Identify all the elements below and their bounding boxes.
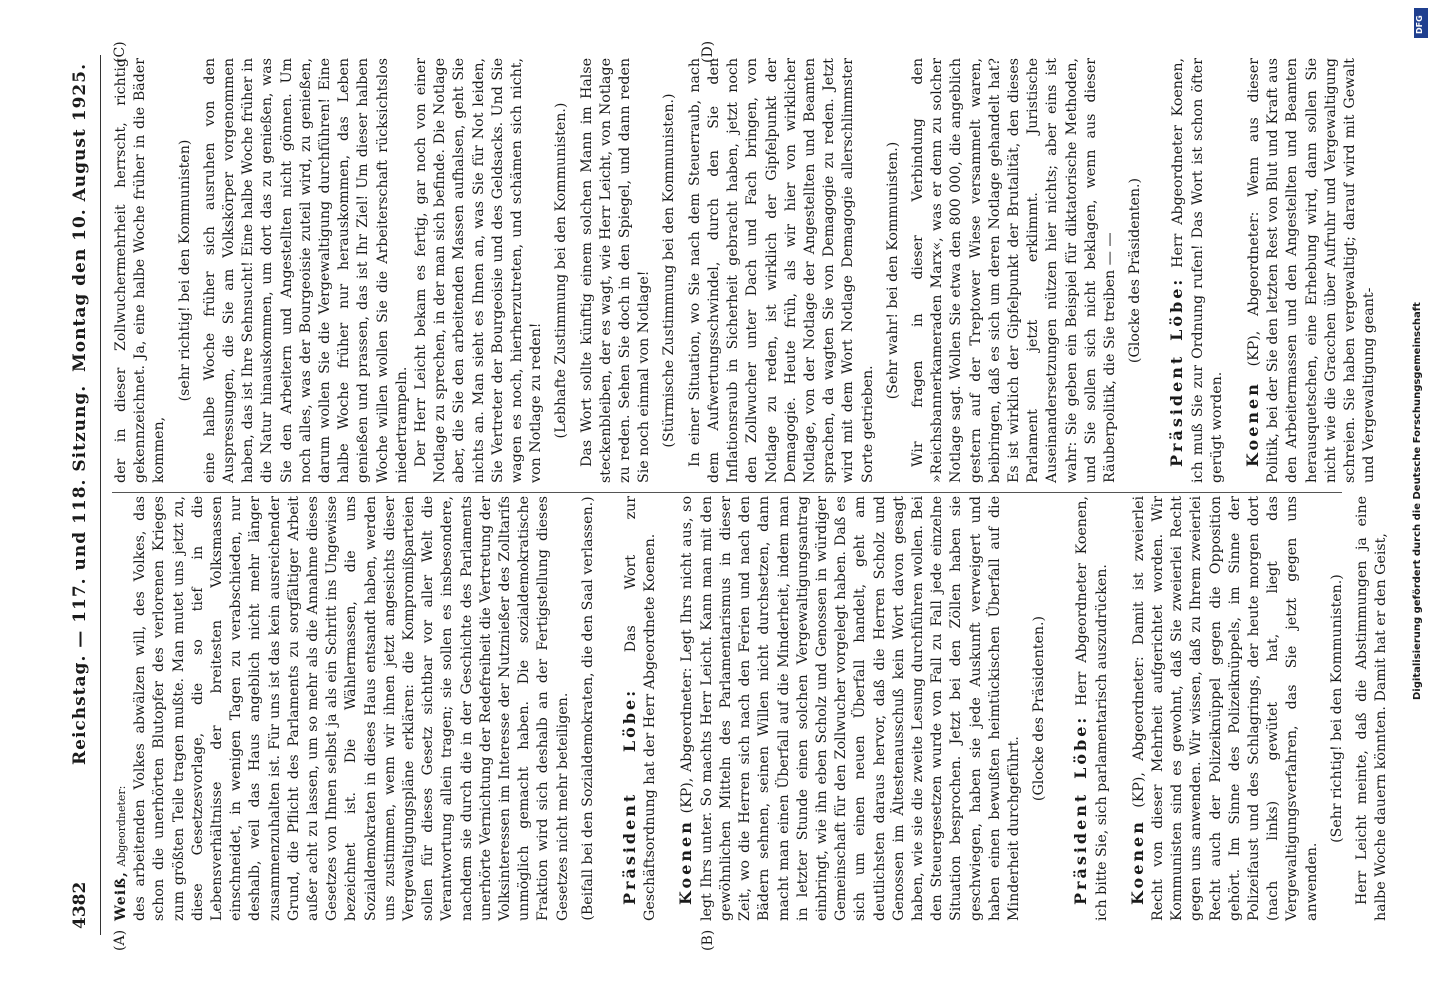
margin-letter-c: (C)	[112, 41, 128, 63]
paragraph-text: (KP), Abgeordneter: Legt Ihrs nicht aus, so legt Ihrs unter. So machts Herr Leicht. Kann man mit den gewöhnlichen Mitteln des Parlamentarismus in dieser Zeit, wo die Herren sich nach den Ferien und nach den Bädern sehnen, seinen Willen nicht durchsetzen, dann macht man einen Überfall auf die Minderheit, indem man in letzter Stunde einen solchen Vergewaltigungsantrag einbringt, wie ihn eben Scholz und Genossen in würdiger Gemeinschaft für den Zollwucher vorgelegt haben. Daß es sich um einen neuen Überfall handelt, geht am deutlichsten daraus hervor, daß die Herren Scholz und Genossen im Ältestenausschuß kein Wort davon gesagt haben, wie sie die zweite Lesung durchführen wollen. Bei den Steuergesetzen wurde von Fall zu Fall jede einzelne Situation besprochen. Jetzt bei den Zöllen haben sie geschwiegen, haben sie jede Auskunft verweigert und haben einen bewußten heimtückischen Überfall auf die Minderheit durchgeführt.	[679, 495, 1022, 921]
column-divider	[112, 492, 1342, 493]
remark: (Lebhafte Zustimmung bei den Kommunisten.)	[553, 102, 570, 439]
speaker-name: Präsident Löbe:	[1071, 714, 1091, 905]
paragraph-text: Herr Abgeordneter Koenen, ich bitte Sie, sich parlamentarisch auszudrücken.	[1074, 496, 1110, 921]
paragraph: Das Wort sollte künftig einem solchen Mann im Halse steckenbleiben, der es wagt, wie Herr Leicht, von Notlage zu reden. Sehen Sie doch in den Spiegel, und dann reden Sie noch einmal von Notlage!	[578, 58, 653, 483]
digitization-credit	[1410, 10, 1430, 990]
page-number: 4382	[70, 881, 90, 929]
speaker-role: Abgeordneter:	[115, 785, 128, 867]
speaker-name: Präsident Löbe:	[620, 687, 640, 905]
paragraph-text: Herr Abgeordneter Koenen, ich muß Sie zur Ordnung rufen! Das Wort ist schon öfter gerügt worden.	[1170, 58, 1225, 483]
remark: (Sehr wahr! bei den Kommunisten.)	[884, 141, 901, 400]
remark: (Glocke des Präsidenten.)	[1031, 615, 1048, 802]
paragraph: der in dieser Zollwuchermehrheit herrscht, richtig gekennzeichnet. Ja, eine halbe Woche früher in die Bäder kommen,	[113, 58, 168, 483]
paragraph	[1243, 58, 1379, 483]
paragraph	[620, 496, 660, 921]
paragraph: Wir fragen in dieser Verbindung den »Reichsbannerkameraden Marx«, was er denn zu solcher Notlage sagt. Wollen Sie etwa den 800 000, die angeblich gestern auf der Treptower Wiese versammelt waren, beibringen, daß es sich um deren Notlage gehandelt hat? Es ist wirklich der Gipfelpunkt der Brutalität, den dieses Parlament jetzt erklimmt. Juristische Auseinandersetzungen nützen hier nichts; aber eins ist wahr: Sie geben ein Beispiel für diktatorische Methoden, und Sie sollen sich nicht beklagen, wenn aus dieser Räuberpolitik, die Sie treiben — —	[909, 58, 1118, 483]
paragraph: In einer Situation, wo Sie nach dem Steuerraub, nach dem Aufwertungsschwindel, durch den Sie den Inflationsraub in Sicherheit gebracht haben, jetzt noch den Zollwucher unter Dach und Fach bringen, von Notlage zu reden, ist wirklich der Gipfelpunkt der Demagogie. Heute früh, als wir hier von wirklicher Notlage, von der Notlage der Angestellten und Beamten sprachen, da wagten Sie von Demagogie zu reden. Jetzt wird mit dem Wort Notlage Demagogie allerschlimmster Sorte getrieben.	[686, 58, 876, 483]
paragraph: Herr Leicht meinte, daß die Abstimmungen ja eine halbe Woche dauern könnten. Damit hat er den Geist,	[1353, 496, 1390, 921]
speaker-name: Koenen	[1242, 381, 1262, 467]
paragraph: eine halbe Woche früher sich ausruhen von den Auspressungen, die Sie am Volkskörper vorgenommen haben, das ist Ihre Sehnsucht! Eine halbe Woche früher in die Natur hinauskommen, um dort das zu genießen, was Sie den Arbeitern und Angestellten nicht gönnen. Um noch alles, was der Bourgeoisie zuteil wird, zu genießen, darum wollen Sie die Vergewaltigung durchführen! Eine halbe Woche früher nur herauskommen, das Leben genießen und prassen, das ist Ihr Ziel! Um dieser halben Woche willen wollen Sie die Arbeiterschaft rücksichtslos niedertrampeln.	[201, 58, 410, 483]
paragraph-text: des arbeitenden Volkes abwälzen will, des Volkes, das schon die unerhörten Blutopfer des verlorenen Krieges zum größten Teile tragen mußte. Man mutet uns jetzt zu, diese Gesetzesvorlage, die so tief in die Lebensverhältnisse der breitesten Volksmassen einschneidet, in wenigen Tagen zu verabschieden, nur deshalb, weil das Haus angeblich nicht mehr länger zusammenzuhalten ist. Für uns ist das kein ausreichender Grund, die Pflicht des Parlaments zu sorgfältiger Arbeit außer acht zu lassen, um so mehr als die Annahme dieses Gesetzes von Ihnen selbst ja als ein Schritt ins Ungewisse bezeichnet ist. Die Wählermassen, die uns Sozialdemokraten in dieses Haus entsandt haben, werden uns zustimmen, wenn wir ihnen jetzt angesichts dieser Vergewaltigungspläne erklären: die Kompromißparteien sollen für dieses Gesetz sichtbar vor aller Welt die Verantwortung allein tragen; sie sollen es insbesondere, nachdem sie durch die in der Geschichte des Parlaments unerhörte Vernichtung der Redefreiheit die Vertretung der Volksinteressen im Interesse der Nutznießer des Zolltarifs unmöglich gemacht haben. Die sozialdemokratische Fraktion wird sich deshalb an der Fertigstellung dieses Gesetzes nicht mehr beteiligen.	[132, 496, 571, 921]
paragraph: Der Herr Leicht bekam es fertig, gar noch von einer Notlage zu sprechen, in der man sich befinde. Die Notlage aber, die Sie den arbeitenden Massen aufhalsen, geht Sie nichts an. Man sieht es Ihnen an, was Sie für Not leiden, Sie Vertreter der Bourgeoisie und des Geldsacks. Und Sie wagen es noch, hierherzutreten, und schämen sich nicht, von Notlage zu reden!	[413, 58, 545, 483]
margin-letter-b: (B)	[700, 929, 716, 951]
page-title: Reichstag. — 117. und 118. Sitzung.	[70, 384, 90, 765]
paragraph	[112, 496, 573, 921]
speaker-name: Weiß,	[113, 871, 129, 921]
rotated-page	[60, 40, 1390, 951]
remark: (Sehr richtig! bei den Kommunisten.)	[1328, 574, 1345, 843]
remark: (Glocke des Präsidenten.)	[1127, 177, 1144, 364]
paragraph	[1167, 58, 1227, 483]
credit-text: Digitalisierung gefördert durch die Deutsche Forschungsgemeinschaft	[1412, 302, 1423, 700]
remark: (Stürmische Zustimmung bei den Kommunisten.)	[661, 93, 678, 448]
paragraph	[1071, 496, 1111, 921]
speaker-name: Koenen	[676, 819, 696, 905]
page-header	[60, 55, 101, 935]
margin-letter-d: (D)	[700, 40, 716, 63]
logo-text: DFG	[1415, 15, 1424, 34]
paragraph-text: Das Wort zur Geschäftsordnung hat der Herr Abgeordnete Koenen.	[623, 495, 659, 921]
paragraph-text: (KP), Abgeordneter: Wenn aus dieser Politik, bei der Sie den letzten Rest von Blut und Kraft aus den Arbeitermassen und den Angestellten und Beamten herausquetschen, eine Erhebung wird, dann sollen Sie nicht wie die Gracchen über Aufruhr und Vergewaltigung schreien. Sie haben vergewaltigt; darauf wird mit Gewalt und Vergewaltigung geant-	[1245, 58, 1378, 483]
paragraph	[1128, 496, 1322, 921]
margin-letter-a: (A)	[112, 929, 128, 951]
left-column	[112, 496, 1391, 921]
speaker-name: Präsident Löbe:	[1167, 276, 1187, 467]
right-column	[112, 58, 1379, 483]
paragraph-text: (KP), Abgeordneter: Damit ist zweierlei Recht von dieser Mehrheit aufgerichtet worden. Wir Kommunisten sind es gewohnt, daß Sie zweierlei Recht gegen uns anwenden. Wir wissen, daß zu Ihrem zweierlei Recht auch der Polizeiknüppel gegen die Opposition gehört. Im Sinne des Polizeiknüppels, im Sinne der Polizeifaust und des Schlagrings, der heute morgen dort (nach links) gewütet hat, liegt das Vergewaltigungsverfahren, das Sie jetzt gegen uns anwenden.	[1130, 496, 1320, 921]
page-date: Montag den 10. August 1925.	[70, 63, 90, 373]
remark: (sehr richtig! bei den Kommunisten)	[176, 139, 193, 402]
paragraph	[676, 496, 1024, 921]
remark: (Beifall bei den Sozialdemokraten, die den Saal verlassen.)	[579, 496, 596, 921]
speaker-name: Koenen	[1127, 819, 1147, 905]
